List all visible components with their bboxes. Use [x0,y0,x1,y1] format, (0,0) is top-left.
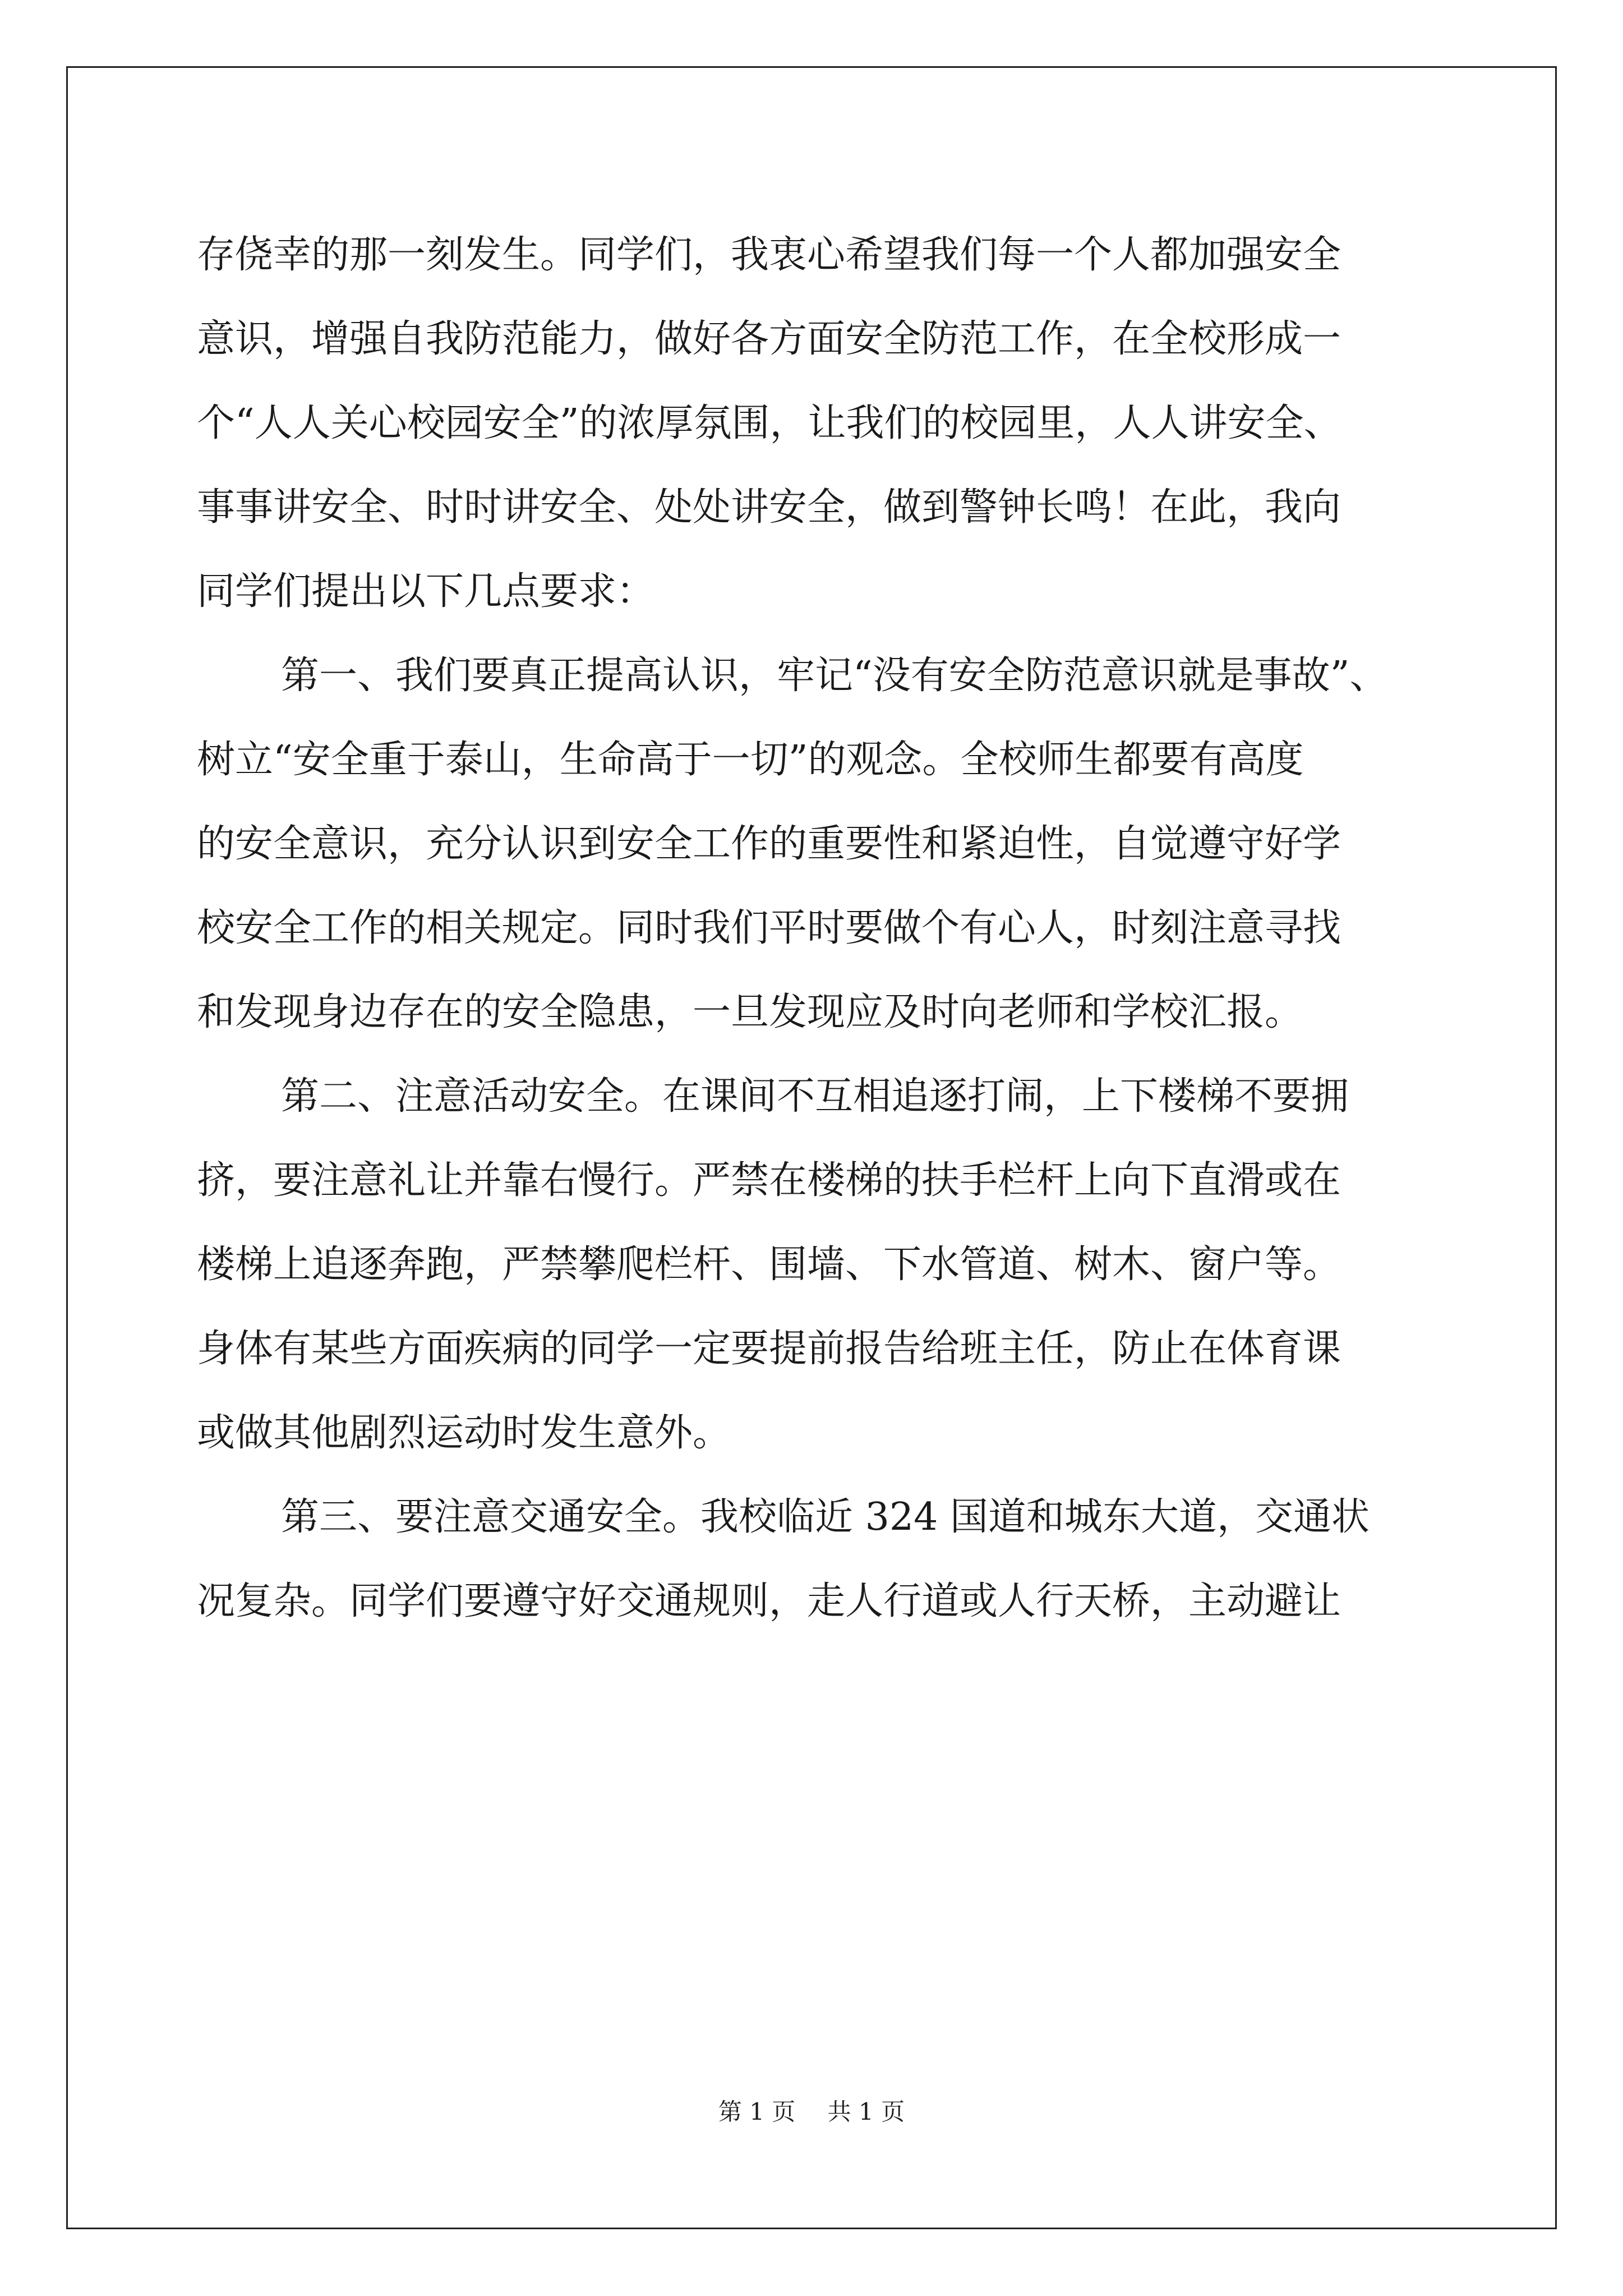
text-line: 事事讲安全、时时讲安全、处处讲安全，做到警钟长鸣！在此，我向 [197,485,1341,530]
page-total: 共 1 页 [827,2098,905,2125]
text-line: 况复杂。同学们要遵守好交通规则，走人行道或人行天桥，主动避让 [197,1579,1341,1623]
text-line: 个“人人关心校园安全”的浓厚氛围，让我们的校园里，人人讲安全、 [197,401,1342,445]
page-number: 第 1 页 [718,2098,796,2125]
page-footer [0,2095,1623,2129]
text-line: 意识，增强自我防范能力，做好各方面安全防范工作，在全校形成一 [197,317,1341,361]
text-line: 第一、我们要真正提高认识，牢记“没有安全防范意识就是事故”、 [281,654,1388,698]
text-line: 第三、要注意交通安全。我校临近 324 国道和城东大道，交通状 [281,1495,1370,1539]
text-line: 同学们提出以下几点要求： [197,569,655,614]
text-line: 树立“安全重于泰山，生命高于一切”的观念。全校师生都要有高度 [197,738,1304,782]
text-line: 第二、注意活动安全。在课间不互相追逐打闹，上下楼梯不要拥 [281,1074,1349,1119]
document-body [197,213,1453,1644]
text-line: 校安全工作的相关规定。同时我们平时要做个有心人，时刻注意寻找 [197,906,1341,950]
text-line: 挤，要注意礼让并靠右慢行。严禁在楼梯的扶手栏杆上向下直滑或在 [197,1158,1341,1203]
text-line: 楼梯上追逐奔跑，严禁攀爬栏杆、围墙、下水管道、树木、窗户等。 [197,1243,1341,1287]
text-line: 或做其他剧烈运动时发生意外。 [197,1411,731,1455]
text-line: 身体有某些方面疾病的同学一定要提前报告给班主任，防止在体育课 [197,1327,1341,1371]
text-line: 和发现身边存在的安全隐患，一旦发现应及时向老师和学校汇报。 [197,990,1303,1034]
text-line: 的安全意识，充分认识到安全工作的重要性和紧迫性，自觉遵守好学 [197,822,1341,866]
text-line: 存侥幸的那一刻发生。同学们，我衷心希望我们每一个人都加强安全 [197,233,1341,277]
